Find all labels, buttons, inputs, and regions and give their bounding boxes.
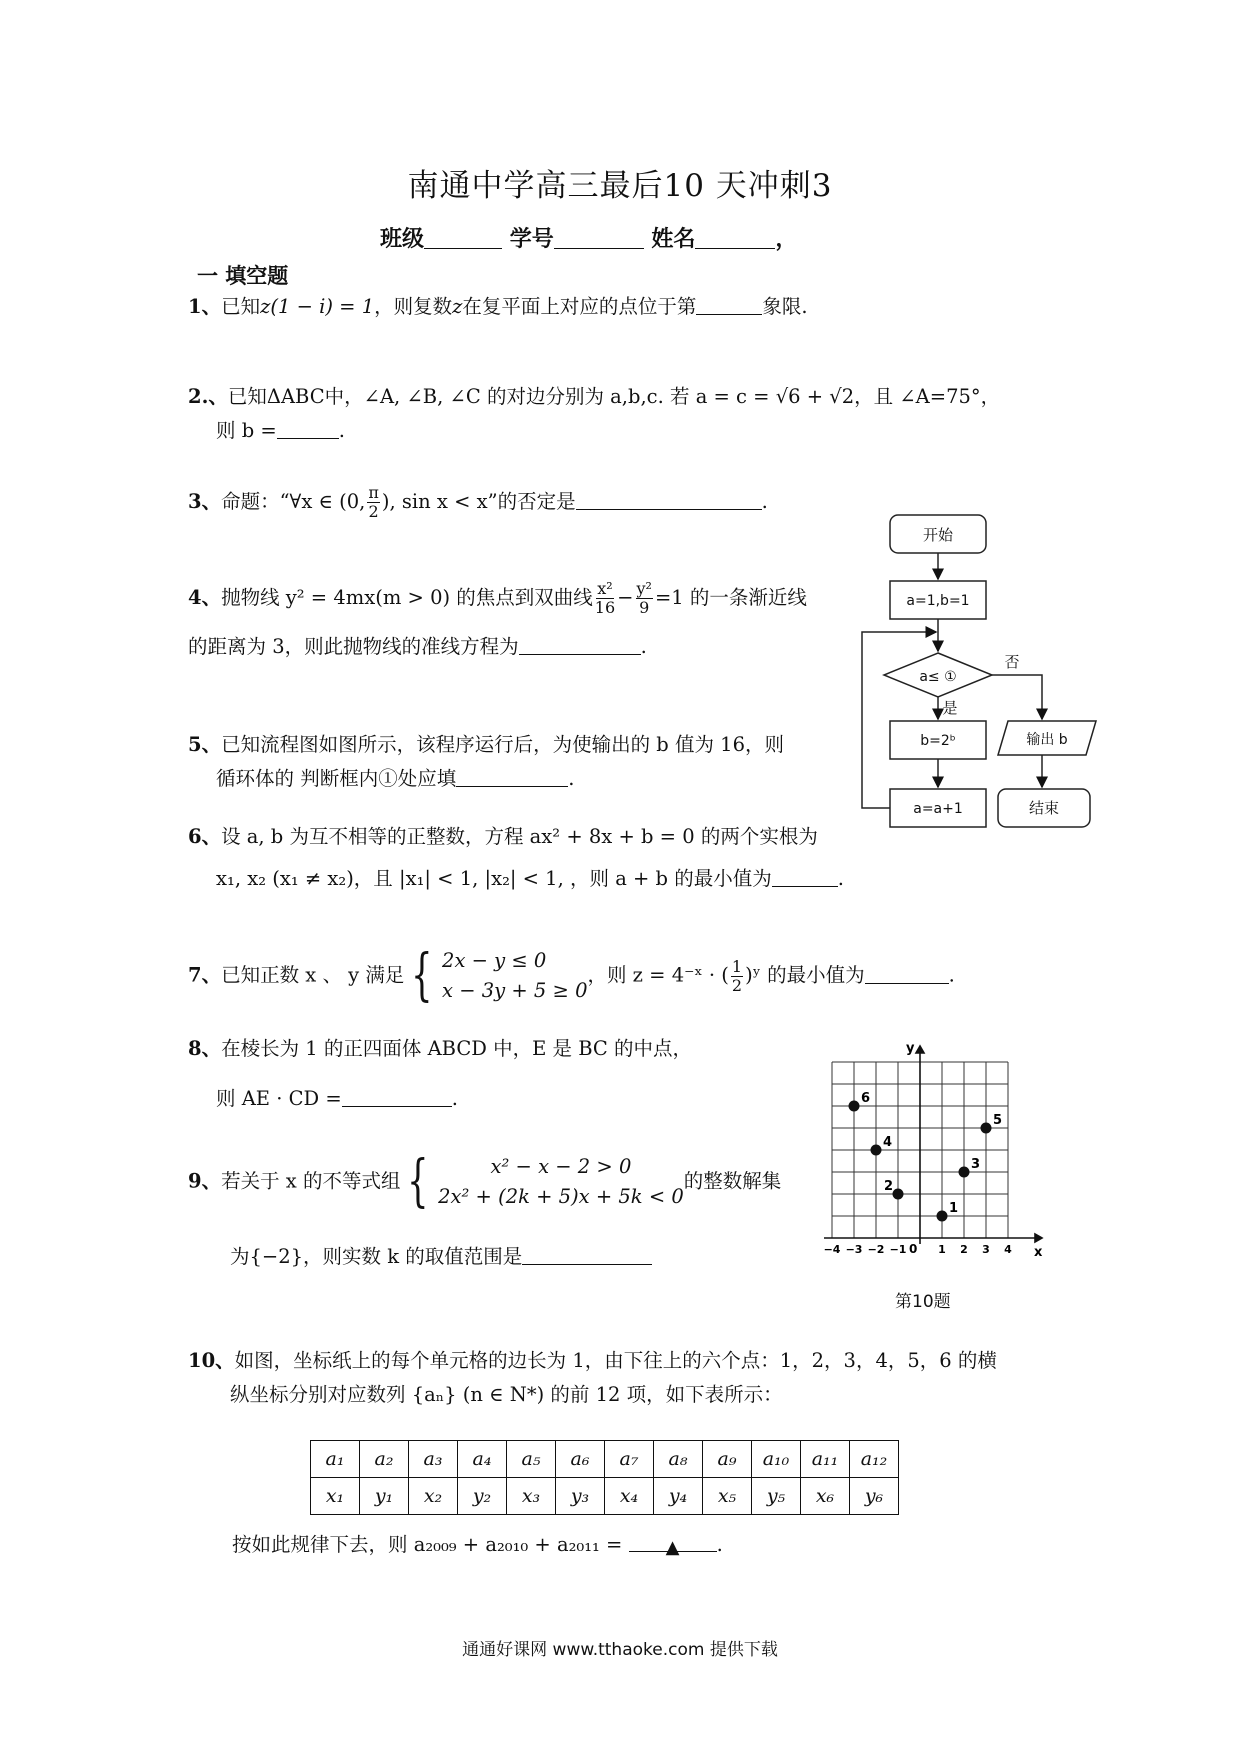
question-9 <box>188 1149 782 1214</box>
table-cell: a₉ <box>703 1441 752 1478</box>
table-cell: x₃ <box>507 1478 556 1515</box>
q7-fraction <box>731 958 743 995</box>
q6-end: . <box>837 867 844 890</box>
table-cell: a₁ <box>311 1441 360 1478</box>
q9-pre: 若关于 x 的不等式组 <box>221 1169 401 1193</box>
q1-pre: 已知 <box>221 295 261 318</box>
student-info-line <box>380 222 797 253</box>
q3-pre: 命题：“∀x ∈ (0, <box>221 490 366 513</box>
question-2 <box>188 380 1000 414</box>
q8-number: 8、 <box>188 1037 222 1060</box>
x-tick-label: 3 <box>982 1243 990 1256</box>
q2-end: . <box>338 419 345 442</box>
q7-brace: { <box>411 943 433 1008</box>
grid-point-label: 5 <box>993 1113 1003 1128</box>
question-10-line2 <box>230 1378 783 1412</box>
q1-end: 象限. <box>762 295 808 318</box>
q3-number: 3、 <box>188 490 222 513</box>
q4-answer-blank[interactable] <box>519 634 641 655</box>
section-heading: 一 填空题 <box>197 264 289 288</box>
q7-number: 7、 <box>188 963 222 987</box>
q4-post: =1 的一条渐近线 <box>654 586 807 609</box>
q7-pre: 已知正数 x 、 y 满足 <box>221 963 405 987</box>
q10-answer-mark: ▲ <box>665 1537 680 1558</box>
q4-pre: 抛物线 y² = 4mx(m > 0) 的焦点到双曲线 <box>221 586 593 609</box>
q3-post: ), sin x < x”的否定是 <box>381 490 576 513</box>
flow-cond-text: a≤ ① <box>919 669 957 685</box>
q4-end: . <box>640 635 647 658</box>
q1-math: z(1 − i) = 1 <box>260 295 375 318</box>
question-8 <box>188 1032 692 1066</box>
flow-no-label: 否 <box>1004 653 1020 671</box>
q9-line2: 为{−2}，则实数 k 的取值范围是 <box>230 1245 523 1268</box>
q7-row1: 2x − y ≤ 0 <box>442 949 547 972</box>
name-label: 姓名 <box>651 227 696 252</box>
grid-point-label: 6 <box>861 1091 871 1106</box>
grid-origin-label: 0 <box>909 1242 918 1256</box>
q7-end: . <box>948 963 955 987</box>
q10-end: . <box>716 1533 723 1556</box>
flow-incr-text: a=a+1 <box>913 801 963 817</box>
q4-f2-den: 9 <box>639 598 650 617</box>
table-row-xy <box>311 1478 899 1515</box>
grid-point <box>893 1189 904 1200</box>
q8-end: . <box>451 1087 458 1110</box>
q4-number: 4、 <box>188 586 222 609</box>
table-cell: a₁₁ <box>801 1441 850 1478</box>
grid-point <box>937 1211 948 1222</box>
q9-system <box>400 1149 684 1214</box>
question-4-line2 <box>188 630 647 664</box>
grid-point-label: 4 <box>883 1135 893 1150</box>
table-cell: a₁₀ <box>752 1441 801 1478</box>
q7-post2: )ʸ 的最小值为 <box>745 963 865 987</box>
grid-axes <box>824 1046 1042 1244</box>
grid-y-label: y <box>906 1041 915 1056</box>
q4-line2: 的距离为 3，则此抛物线的准线方程为 <box>188 635 519 658</box>
x-tick-label: −4 <box>823 1243 841 1256</box>
table-cell: x₂ <box>409 1478 458 1515</box>
coordinate-grid-figure <box>820 1040 1070 1280</box>
q9-answer-blank[interactable] <box>522 1244 652 1265</box>
flow-start-text: 开始 <box>922 526 954 544</box>
table-cell: a₁₂ <box>850 1441 899 1478</box>
question-5-line2 <box>216 762 574 796</box>
grid-point <box>871 1145 882 1156</box>
table-cell: a₇ <box>605 1441 654 1478</box>
q8-line2: 则 AE · CD = <box>216 1087 342 1110</box>
q10-answer-blank[interactable] <box>629 1531 717 1558</box>
q1-post2: 在复平面上对应的点位于第 <box>462 295 697 318</box>
q1-post: ，则复数 <box>374 295 453 318</box>
table-cell: y₆ <box>850 1478 899 1515</box>
flow-init-text: a=1,b=1 <box>906 593 970 609</box>
name-blank[interactable] <box>695 226 775 249</box>
info-end: ， <box>775 227 798 252</box>
table-cell: y₄ <box>654 1478 703 1515</box>
q4-f1-den: 16 <box>594 598 616 617</box>
q7-answer-blank[interactable] <box>865 963 949 984</box>
figure-caption: 第10题 <box>895 1292 951 1312</box>
grid-point <box>959 1167 970 1178</box>
q2-line1: 已知ΔABC中，∠A, ∠B, ∠C 的对边分别为 a,b,c. 若 a = c = √6 + √2，且 ∠A=75°， <box>227 385 1001 408</box>
question-9-line2 <box>230 1240 652 1274</box>
q5-answer-blank[interactable] <box>456 766 568 787</box>
table-cell: a₆ <box>556 1441 605 1478</box>
q5-line2: 循环体的 判断框内①处应填 <box>216 767 457 790</box>
x-tick-label: 1 <box>938 1243 946 1256</box>
id-blank[interactable] <box>554 226 644 249</box>
q9-number: 9、 <box>188 1169 222 1193</box>
q7-frac-den: 2 <box>731 975 743 995</box>
grid-point <box>849 1101 860 1112</box>
q5-end: . <box>568 767 575 790</box>
page-title: 南通中学高三最后10 天冲刺3 <box>407 168 833 204</box>
q9-row1: x² − x − 2 > 0 <box>490 1155 632 1178</box>
question-3 <box>188 484 768 521</box>
table-cell: x₆ <box>801 1478 850 1515</box>
sequence-table <box>310 1440 899 1515</box>
question-10-line3 <box>232 1528 723 1562</box>
x-tick-label: −2 <box>867 1243 885 1256</box>
q9-brace: { <box>407 1149 429 1214</box>
q9-row2: 2x² + (2k + 5)x + 5k < 0 <box>438 1185 684 1208</box>
x-tick-label: −3 <box>845 1243 863 1256</box>
x-tick-label: 4 <box>1004 1243 1012 1256</box>
q8-line1: 在棱长为 1 的正四面体 ABCD 中，E 是 BC 的中点， <box>221 1037 693 1060</box>
q5-number: 5、 <box>188 733 222 756</box>
flow-end-text: 结束 <box>1028 799 1060 817</box>
table-row-a <box>311 1441 899 1478</box>
class-blank[interactable] <box>424 226 502 249</box>
q3-fraction <box>367 484 380 521</box>
id-label: 学号 <box>509 227 554 252</box>
q4-f1-num: x² <box>597 579 613 598</box>
table-cell: x₄ <box>605 1478 654 1515</box>
table-cell: a₅ <box>507 1441 556 1478</box>
grid-point-label: 2 <box>884 1179 894 1194</box>
table-cell: x₁ <box>311 1478 360 1515</box>
q10-line1: 如图，坐标纸上的每个单元格的边长为 1，由下往上的六个点：1，2，3，4，5，6 的横 <box>234 1349 997 1372</box>
table-cell: a₂ <box>360 1441 409 1478</box>
flow-yes-label: 是 <box>942 699 958 717</box>
flowchart <box>850 505 1120 840</box>
question-1 <box>188 290 808 324</box>
question-5 <box>188 728 784 762</box>
q7-post: ，则 z = 4⁻ˣ · ( <box>587 963 729 987</box>
q4-f2-num: y² <box>636 579 652 598</box>
flow-body-text: b=2ᵇ <box>920 733 956 749</box>
q9-post: 的整数解集 <box>683 1169 782 1193</box>
q6-answer-blank[interactable] <box>772 866 838 887</box>
q10-number: 10、 <box>188 1349 235 1372</box>
question-7 <box>188 943 955 1008</box>
q7-system <box>404 943 588 1008</box>
q3-end: . <box>761 490 768 513</box>
q7-frac-num: 1 <box>731 956 743 976</box>
q1-number: 1、 <box>188 295 222 318</box>
q3-answer-blank[interactable] <box>576 489 762 510</box>
table-cell: y₂ <box>458 1478 507 1515</box>
q1-var: z <box>452 295 463 318</box>
x-tick-label: 2 <box>960 1243 968 1256</box>
q10-line3-pre: 按如此规律下去，则 a₂₀₀₉ + a₂₀₁₀ + a₂₀₁₁ = <box>232 1533 623 1556</box>
q6-line2: x₁, x₂ (x₁ ≠ x₂)，且 |x₁| < 1, |x₂| < 1, ，则 a + b 的最小值为 <box>216 867 772 890</box>
q4-minus: − <box>617 586 634 609</box>
y-axis-arrow <box>916 1046 924 1053</box>
table-cell: a₄ <box>458 1441 507 1478</box>
q2-answer-blank[interactable] <box>277 418 339 439</box>
q4-fraction-1 <box>595 580 615 617</box>
grid-x-label: x <box>1034 1245 1043 1260</box>
table-cell: y₁ <box>360 1478 409 1515</box>
question-8-line2 <box>216 1082 458 1116</box>
table-cell: y₃ <box>556 1478 605 1515</box>
q6-line1: 设 a, b 为互不相等的正整数，方程 ax² + 8x + b = 0 的两个实根为 <box>221 825 818 848</box>
footer: 通通好课网 www.tthaoke.com 提供下载 <box>462 1640 778 1660</box>
q3-frac-num: π <box>368 483 379 502</box>
question-6 <box>188 820 818 854</box>
q3-frac-den: 2 <box>368 502 379 521</box>
question-4 <box>188 580 807 617</box>
x-tick-label: −1 <box>889 1243 907 1256</box>
q10-line2: 纵坐标分别对应数列 {aₙ} (n ∈ N*) 的前 12 项，如下表所示： <box>230 1383 783 1406</box>
grid-point-label: 3 <box>971 1157 981 1172</box>
q6-number: 6、 <box>188 825 222 848</box>
question-6-line2 <box>216 862 844 896</box>
q2-line2-pre: 则 b = <box>216 419 277 442</box>
table-cell: a₈ <box>654 1441 703 1478</box>
q4-fraction-2 <box>636 580 653 617</box>
flow-output-text: 输出 b <box>1026 732 1068 748</box>
question-10 <box>188 1344 997 1378</box>
table-cell: a₃ <box>409 1441 458 1478</box>
table-cell: x₅ <box>703 1478 752 1515</box>
grid-point-label: 1 <box>949 1201 959 1216</box>
grid-point <box>981 1123 992 1134</box>
question-2-line2 <box>216 414 345 448</box>
q1-answer-blank[interactable] <box>696 294 762 315</box>
q2-number: 2.、 <box>188 385 228 408</box>
q8-answer-blank[interactable] <box>342 1086 452 1107</box>
q7-row2: x − 3y + 5 ≥ 0 <box>442 979 588 1002</box>
table-cell: y₅ <box>752 1478 801 1515</box>
q5-line1: 已知流程图如图所示，该程序运行后，为使输出的 b 值为 16，则 <box>221 733 784 756</box>
class-label: 班级 <box>380 227 425 252</box>
x-axis-arrow <box>1035 1234 1042 1242</box>
